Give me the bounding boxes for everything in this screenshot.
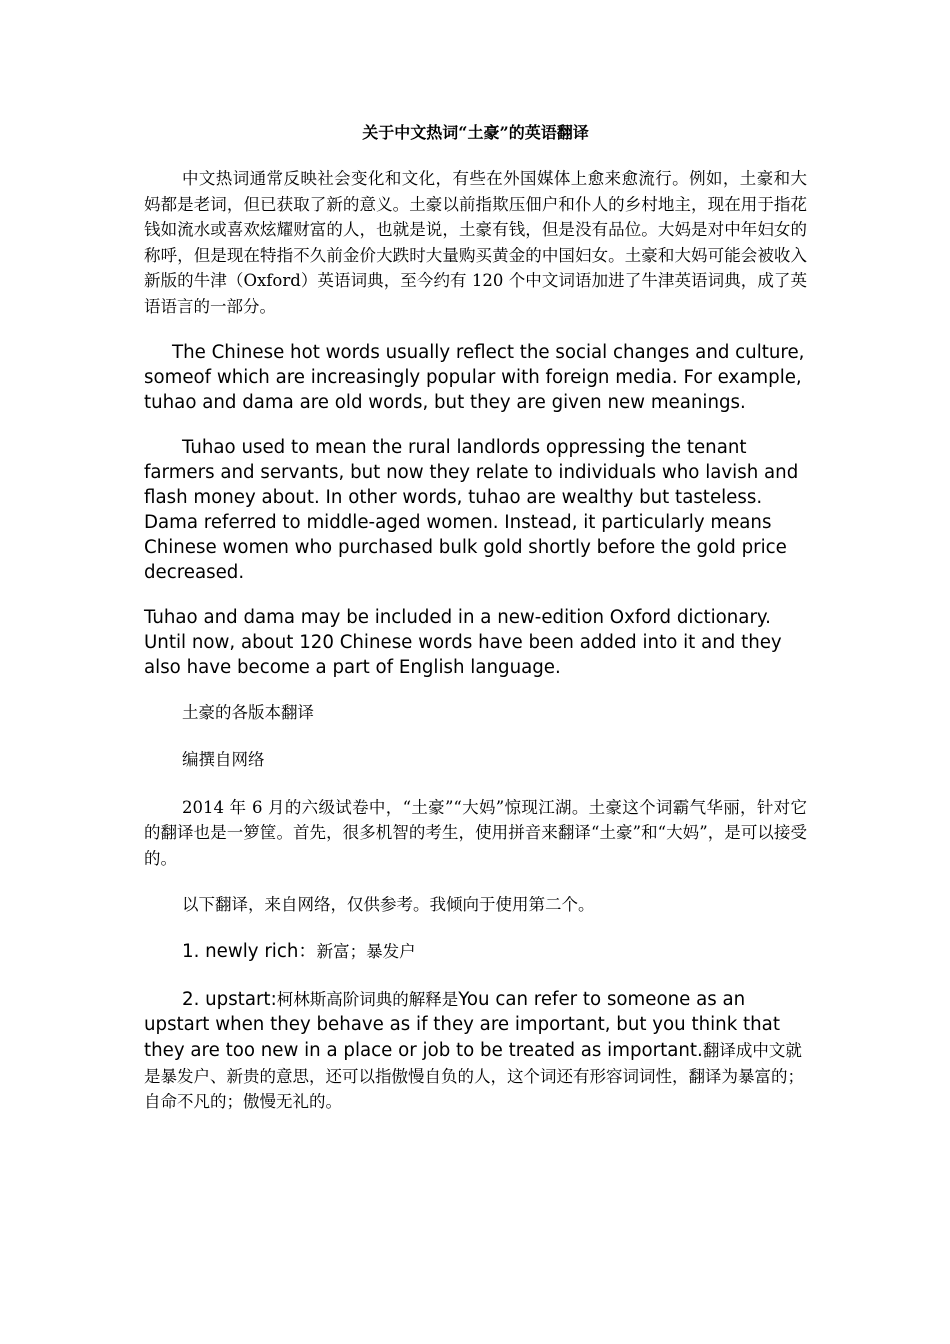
- paragraph-english-2: Tuhao used to mean the rural landlords oppressing the tenant farmers and servants, but now they relate to individuals who lavish and flash money about. In other words, tuhao are wealthy but tasteless. Dama referred to middle-aged women. Instead, it particularly means Chinese women who purchased bulk gold shortly before the gold price decreased.: [144, 436, 799, 583]
- item-2-explanation: 翻译成中文就是暴发户、新贵的意思，还可以指傲慢自负的人，这个词还有形容词词性，翻译为暴富的；自命不凡的；傲慢无礼的。: [144, 1040, 804, 1112]
- item-2-term: 2. upstart:: [182, 988, 277, 1010]
- paragraph-exam: 2014 年 6 月的六级试卷中，“土豪”“大妈”惊现江湖。土豪这个词霸气华丽，针对它的翻译也是一箩筐。首先，很多机智的考生，使用拼音来翻译“土豪”和“大妈”，是可以接受的。: [144, 797, 807, 868]
- document-body: [144, 120, 807, 1137]
- translation-item-2: [144, 987, 807, 1115]
- item-1-meaning: 新富；暴发户: [316, 942, 416, 962]
- paragraph-chinese-intro: 中文热词通常反映社会变化和文化，有些在外国媒体上愈来愈流行。例如，土豪和大妈都是老词，但已获取了新的意义。土豪以前指欺压佃户和仆人的乡村地主，现在用于指花钱如流水或喜欢炫耀财富的人，也就是说，土豪有钱，但是没有品位。大妈是对中年妇女的称呼，但是现在特指不久前金价大跌时大量购买黄金的中国妇女。土豪和大妈可能会被收入新版的牛津（Oxford）英语词典，至今约有 120 个中文词语加进了牛津英语词典，成了英语语言的一部分。: [144, 169, 807, 316]
- item-2-source: 柯林斯高阶词典的解释是: [276, 989, 459, 1009]
- item-1-term: 1. newly rich：: [182, 941, 317, 963]
- subheading-versions: 土豪的各版本翻译: [182, 702, 314, 722]
- translation-item-1: [144, 939, 807, 965]
- subheading-source: 编撰自网络: [182, 750, 265, 770]
- item-2-definition: You can refer to someone as an upstart when they behave as if they are important, but you think that they are too new in a place or job to be treated as important.: [144, 988, 780, 1061]
- paragraph-english-1: The Chinese hot words usually reflect the social changes and culture, someof which are increasingly popular with foreign media. For example, tuhao and dama are old words, but they are given new meanings.: [144, 341, 805, 413]
- document-title: 关于中文热词“土豪”的英语翻译: [362, 123, 589, 142]
- paragraph-reference: 以下翻译，来自网络，仅供参考。我倾向于使用第二个。: [182, 894, 595, 914]
- paragraph-english-3: Tuhao and dama may be included in a new-edition Oxford dictionary. Until now, about 120 Chinese words have been added into it and they also have become a part of English language.: [144, 606, 782, 678]
